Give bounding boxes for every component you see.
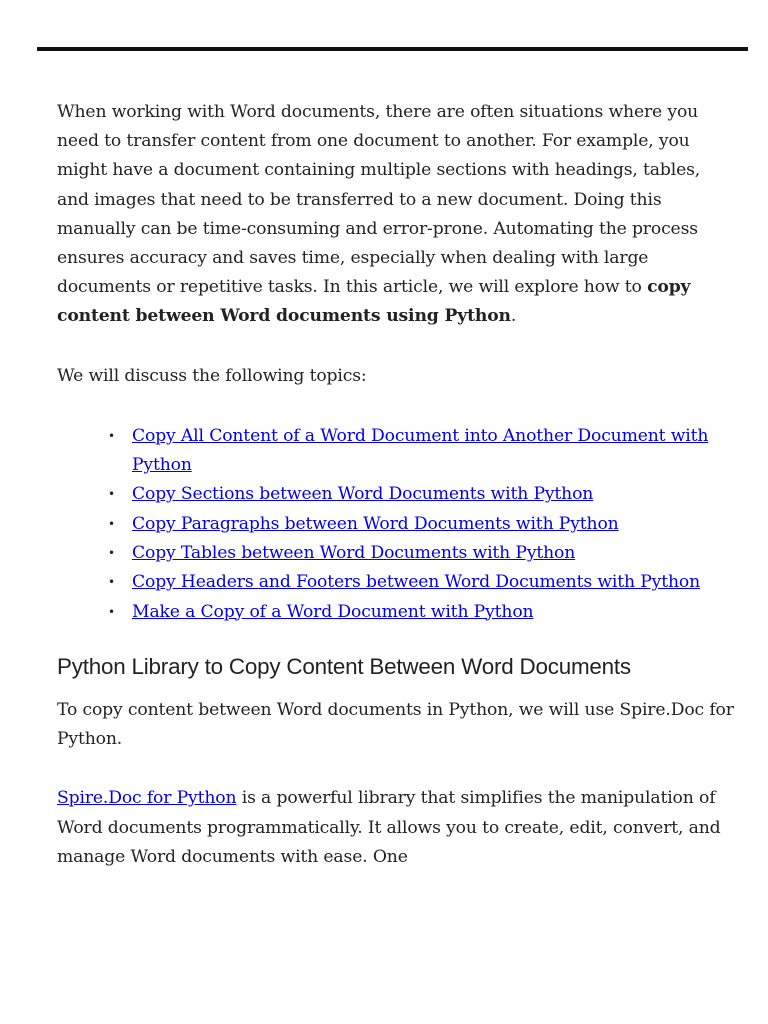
bullet-icon: • [108,604,115,619]
topic-link-copy-paragraphs[interactable]: Copy Paragraphs between Word Documents with Python [132,513,619,534]
intro-paragraph [57,98,737,332]
list-item [108,598,737,627]
topic-link-copy-headers-footers[interactable]: Copy Headers and Footers between Word Documents with Python [132,572,701,593]
topic-link-copy-tables[interactable]: Copy Tables between Word Documents with Python [132,543,576,564]
bullet-icon: • [108,487,115,502]
topics-list [57,422,737,627]
list-item [108,510,737,539]
spire-doc-link[interactable]: Spire.Doc for Python [57,788,237,809]
library-description-paragraph [57,784,737,872]
topic-link-copy-all-content[interactable]: Copy All Content of a Word Document into Another Document with Python [132,425,709,476]
bullet-icon: • [108,516,115,531]
list-item [108,422,737,481]
list-item [108,480,737,509]
bullet-icon: • [108,428,115,443]
article-body [57,98,737,872]
intro-bold-phrase: copy content between Word documents using Python [57,277,691,327]
top-divider [37,47,748,51]
intro-text-end: . [510,306,517,327]
library-description-text: is a powerful library that simplifies the manipulation of Word documents programmatically. It allows you to create, edit, convert, and manage Word documents with ease. One [57,788,721,867]
topics-lead: We will discuss the following topics: [57,365,367,386]
section-heading: Python Library to Copy Content Between Word Documents [57,653,631,679]
intro-text: When working with Word documents, there are often situations where you need to transfer content from one document to another. For example, you might have a document containing multiple sections with headings, tables, and images that need to be transferred to a new document. Doing this manually can be time-consuming and error-prone. Automating the process ensures accuracy and saves time, especially when dealing with large documents or repetitive tasks. In this article, we will explore how to [57,102,701,298]
bullet-icon: • [108,546,115,561]
topic-link-copy-sections[interactable]: Copy Sections between Word Documents with Python [132,484,594,505]
library-intro-paragraph: To copy content between Word documents in Python, we will use Spire.Doc for Python. [57,699,734,750]
bullet-icon: • [108,575,115,590]
list-item [108,539,737,568]
topic-link-make-copy[interactable]: Make a Copy of a Word Document with Python [132,601,534,622]
list-item [108,568,737,597]
